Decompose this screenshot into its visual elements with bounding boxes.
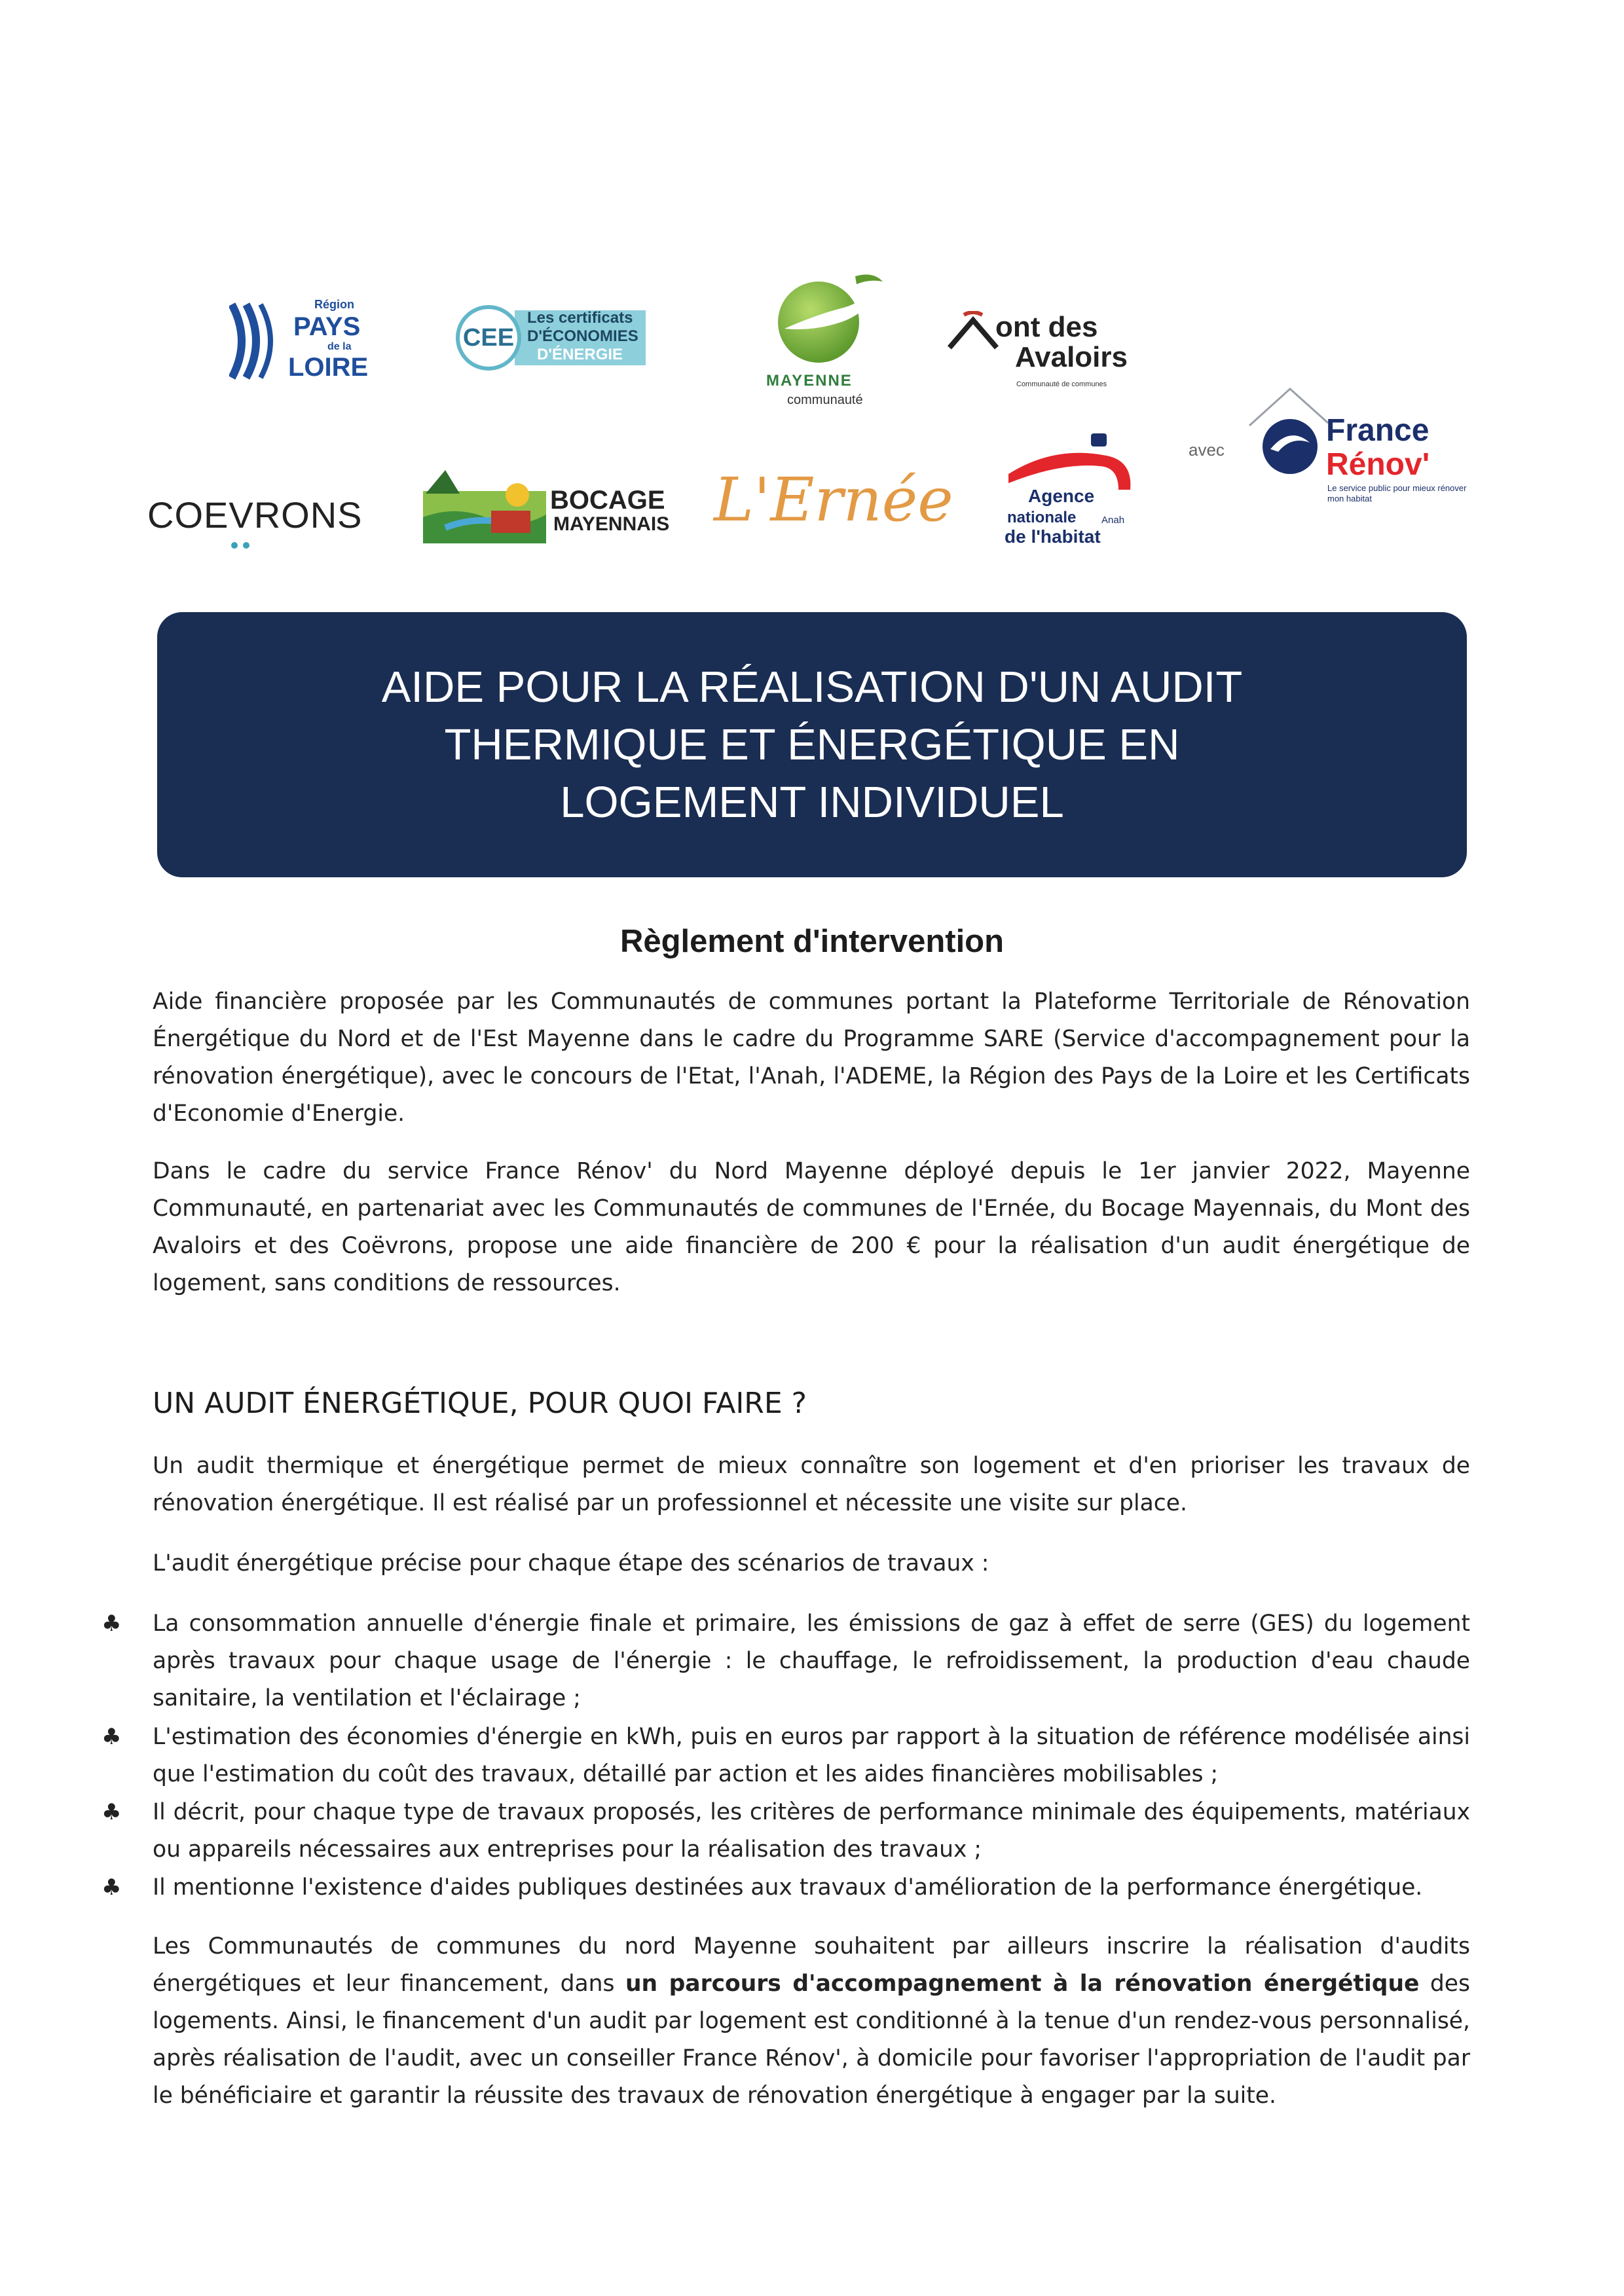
club-bullet-icon: ♣ [101,1724,122,1750]
coevrons-wordmark: COEVRONS [147,494,363,536]
mont-line-1: ont des [995,311,1098,343]
pays-de-label: de la [327,341,352,352]
intro-paragraph-1: Aide financière proposée par les Communautés de communes portant la Plateforme Territoriale de Rénovation Énergétique du Nord et de l'Est Mayenne dans le cadre du Programme SARE (Service d'accompagnement pour la rénovation énergétique), avec le concours de l'Etat, l'Anah, l'ADEME, la Région des Pays de la Loire et les Certificats d'Economie d'Energie. [153,989,1470,1127]
cee-badge: CEE [456,305,521,371]
logo-france-renov [1244,386,1480,511]
pays-region-label: Région [314,298,354,311]
pays-loire-label: LOIRE [288,353,369,382]
anah-tag: Anah [1101,515,1125,526]
logo-coevrons [147,484,396,550]
france-renov-tagline: Le service public pour mieux rénover mon habitat [1327,483,1467,503]
france-renov-line-2: Rénov' [1326,447,1430,482]
france-renov-house-icon [1244,386,1329,478]
club-bullet-icon: ♣ [101,1611,122,1637]
anah-line-2: nationale [1007,509,1077,526]
section-paragraph-1: Un audit thermique et énergétique permet de mieux connaître son logement et d'en prioriser les travaux de rénovation énergétique. Il est réalisé par un professionnel et nécessite une visite sur place. [153,1453,1470,1516]
ernee-wordmark: L'Ernée [714,465,953,535]
list-item-text: La consommation annuelle d'énergie finale et primaire, les émissions de gaz à effet de serre (GES) du logement après travaux pour chaque usage de l'énergie : le chauffage, le refroidissement, la production d'eau chaude sanitaire, la ventilation et l'éclairage ; [153,1611,1470,1711]
mayenne-sub: communauté [787,393,863,407]
list-item-text: Il décrit, pour chaque type de travaux proposés, les critères de performance minimale des équipements, matériaux ou appareils nécessaires aux entreprises pour la réalisation des travaux ; [153,1799,1470,1863]
final-paragraph-bold: un parcours d'accompagnement à la rénovation énergétique [625,1971,1420,1997]
list-item-text: L'estimation des économies d'énergie en kWh, puis en euros par rapport à la situation de référence modélisée ainsi que l'estimation du coût des travaux, détaillé par action et les aides financières mobilisables ; [153,1724,1470,1787]
anah-line-3: de l'habitat [1005,526,1101,547]
intro-paragraph-2: Dans le cadre du service France Rénov' du Nord Mayenne déployé depuis le 1er janvier 2022, Mayenne Communauté, en partenariat avec les Communautés de communes de l'Ernée, du Bocage Mayennais, du Mont des Avaloirs et des Coëvrons, propose une aide financière de 200 € pour la réalisation d'un audit énergétique de logement, sans conditions de ressources. [153,1158,1470,1296]
logo-bocage-mayennais [419,465,681,547]
logo-mont-des-avaloirs [943,311,1179,396]
final-paragraph-part-1: Les Communautés de communes du nord Mayenne souhaitent par ailleurs inscrire la réalisation d'audits énergétiques et leur financement, dans [153,1933,1470,1997]
anah-swoosh-icon [1002,432,1153,491]
cee-line-1: Les certificats [527,309,633,327]
title-banner [157,612,1467,877]
logo-mayenne-communaute [747,268,904,416]
avec-label: avec [1189,440,1225,460]
mont-peak-icon [947,311,999,350]
final-paragraph [153,1928,1470,2115]
club-bullet-icon: ♣ [101,1874,122,1901]
cee-line-3: D'ÉNERGIE [537,346,623,363]
bocage-landscape-icon [419,465,550,547]
final-paragraph-part-2: des logements. Ainsi, le financement d'un audit par logement est conditionné à la tenue d'un rendez-vous personnalisé, après réalisation de l'audit, avec un conseiller France Rénov', à domicile pour favoriser l'appropriation de l'audit par le bénéficiaire et garantir la réussite des travaux de rénovation énergétique à engager par la suite. [153,1971,1470,2109]
subtitle: Règlement d'intervention [619,924,1005,959]
bocage-line-2: MAYENNAIS [553,513,670,535]
logo-region-pays-de-la-loire [229,298,367,390]
section-paragraph-2: L'audit énergétique précise pour chaque étape des scénarios de travaux : [153,1550,989,1576]
pays-de-la-loire-mark-icon [229,302,282,380]
mayenne-globe-icon [758,268,889,367]
bocage-line-1: BOCAGE [550,486,665,515]
mont-sub: Communauté de communes [1016,380,1107,388]
section-heading: UN AUDIT ÉNERGÉTIQUE, POUR QUOI FAIRE ? [153,1387,807,1420]
title-line-1: AIDE POUR LA RÉALISATION D'UN AUDIT [381,662,1243,712]
france-renov-line-1: France [1326,413,1430,448]
list-item-text: Il mentionne l'existence d'aides publiques destinées aux travaux d'amélioration de la performance énergétique. [153,1874,1423,1901]
logo-anah [1002,432,1153,550]
coevrons-dots-icon [229,541,255,550]
logo-cee [452,301,648,376]
club-bullet-icon: ♣ [101,1799,122,1825]
mayenne-name: MAYENNE [766,372,853,390]
title-line-3: LOGEMENT INDIVIDUEL [560,777,1064,827]
title-line-2: THERMIQUE ET ÉNERGÉTIQUE EN [444,720,1180,769]
cee-line-2: D'ÉCONOMIES [527,327,638,345]
logo-ernee [707,465,953,550]
anah-line-1: Agence [1028,486,1095,506]
pays-label: PAYS [293,312,361,341]
mont-line-2: Avaloirs [1015,341,1128,373]
